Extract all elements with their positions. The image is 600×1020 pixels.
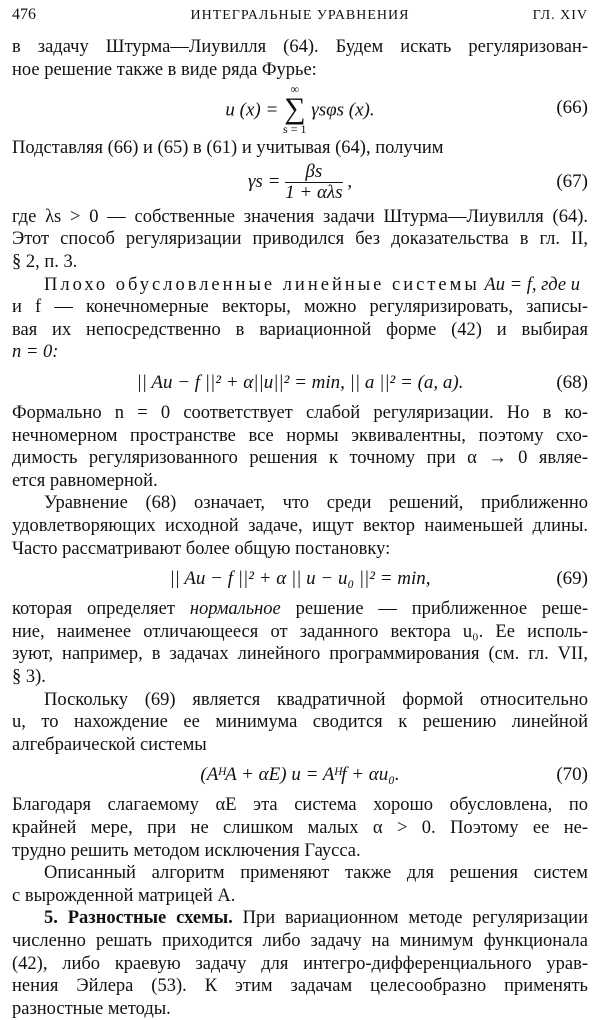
text-line: u, то нахождение ее минимума сводится к решению линейной: [12, 712, 588, 733]
spaced-term: Плохо обусловленные линейные системы: [44, 274, 480, 295]
text-line: разностные методы.: [12, 998, 171, 1019]
text-line: Поскольку (69) является квадратичной формой относительно: [44, 689, 588, 710]
text-line: димость регуляризованного решения к точному при α → 0 являе-: [12, 448, 588, 469]
text-line: нения Эйлера (53). К этим задачам целесообразно применять: [12, 976, 588, 997]
sum-lower-limit: s = 1: [283, 122, 307, 137]
sum-upper-limit: ∞: [290, 82, 300, 97]
eq69-expression: || Au − f ||² + α || u − u₀ ||² = min,: [169, 568, 431, 590]
equation-number: (68): [556, 372, 588, 393]
sum-sign: [283, 83, 306, 135]
text-line: численно решать приходится либо задачу на минимум функционала: [12, 931, 588, 951]
italic-term: нормальное: [189, 599, 281, 620]
text-fragment: Au = f, где u: [479, 274, 580, 295]
eq66-right: γsφs (x).: [311, 99, 375, 121]
text-fragment: которая определяет: [12, 599, 190, 620]
text-line: ние, наименее отличающееся от заданного вектора u₀. Ее исполь-: [12, 621, 588, 642]
equation-70: [12, 758, 588, 792]
text-line: Этот способ регуляризации приводился без доказательства в гл. II,: [12, 229, 588, 250]
eq68-expression: || Au − f ||² + α||u||² = min, || a ||² = (a, a).: [136, 372, 464, 393]
text-line: [44, 907, 588, 930]
text-line: с вырожденной матрицей A.: [12, 885, 236, 906]
text-line: нечномерном пространстве все нормы эквивалентны, поэтому схо-: [12, 425, 588, 446]
equation-67: [12, 162, 588, 204]
equation-69: [12, 562, 588, 596]
equation-number: (67): [556, 170, 588, 192]
text-line: Благодаря слагаемому αE эта система хорошо обусловлена, по: [12, 795, 588, 816]
text-line: алгебраической системы: [12, 734, 207, 755]
running-title: ИНТЕГРАЛЬНЫЕ УРАВНЕНИЯ: [190, 8, 410, 23]
text-line: вая их непосредственно в вариационной форме (42) и выбирая: [12, 319, 588, 340]
text-line: [44, 274, 588, 297]
eq66-left: u (x) =: [225, 99, 284, 121]
text-line: в задачу Штурма—Лиувилля (64). Будем искать регуляризован-: [12, 37, 588, 57]
text-line: n = 0:: [12, 342, 59, 363]
text-fragment: При вариационном методе регуляризации: [232, 908, 588, 929]
eq67-left: γs =: [247, 170, 286, 192]
text-line: трудно решить методом исключения Гаусса.: [12, 840, 361, 861]
fraction: [285, 162, 342, 203]
text-line: удовлетворяющих исходной задаче, ищут вектор наименьшей длины.: [12, 516, 588, 536]
text-line: (42), либо краевую задачу для интегро-дифференциального урав-: [12, 953, 588, 974]
fraction-denominator: 1 + αλs: [285, 181, 343, 203]
text-line: где λs > 0 — собственные значения задачи Штурма—Лиувилля (64).: [12, 206, 588, 227]
eq67-comma: ,: [347, 170, 353, 192]
text-line: и f — конечномерные векторы, можно регуляризировать, записы-: [12, 297, 588, 318]
text-line: Подставляя (66) и (65) в (61) и учитывая (64), получим: [12, 138, 444, 159]
text-line: [12, 598, 588, 621]
text-line: крайней мере, при не слишком малых α > 0. Поэтому ее не-: [12, 818, 588, 838]
text-line: Формально n = 0 соответствует слабой регуляризации. Но в ко-: [12, 403, 588, 423]
section-heading: 5. Разностные схемы.: [44, 908, 233, 929]
text-line: § 3).: [12, 667, 46, 687]
sigma-glyph: ∑: [284, 92, 306, 126]
equation-66: [12, 83, 588, 135]
equation-number: (69): [556, 568, 588, 590]
text-line: § 2, п. 3.: [12, 252, 78, 272]
text-line: зуют, например, в задачах линейного программирования (см. гл. VII,: [12, 644, 588, 665]
page-number: 476: [12, 6, 36, 23]
text-line: ное решение также в виде ряда Фурье:: [12, 59, 317, 80]
chapter-label: ГЛ. XIV: [532, 8, 588, 23]
equation-68: [12, 366, 588, 400]
fraction-numerator: βs: [285, 162, 342, 183]
eq70-expression: (AᴴA + αE) u = Aᴴf + αu₀.: [200, 764, 400, 786]
running-header: [12, 6, 588, 28]
text-fragment: решение — приближенное реше-: [280, 599, 588, 620]
equation-number: (66): [556, 97, 588, 119]
text-line: Часто рассматривают более общую постановку:: [12, 538, 391, 559]
text-line: ется равномерной.: [12, 470, 158, 491]
text-line: Уравнение (68) означает, что среди решений, приближенно: [44, 493, 588, 514]
equation-number: (70): [556, 764, 588, 786]
text-line: Описанный алгоритм применяют также для решения систем: [44, 863, 588, 884]
